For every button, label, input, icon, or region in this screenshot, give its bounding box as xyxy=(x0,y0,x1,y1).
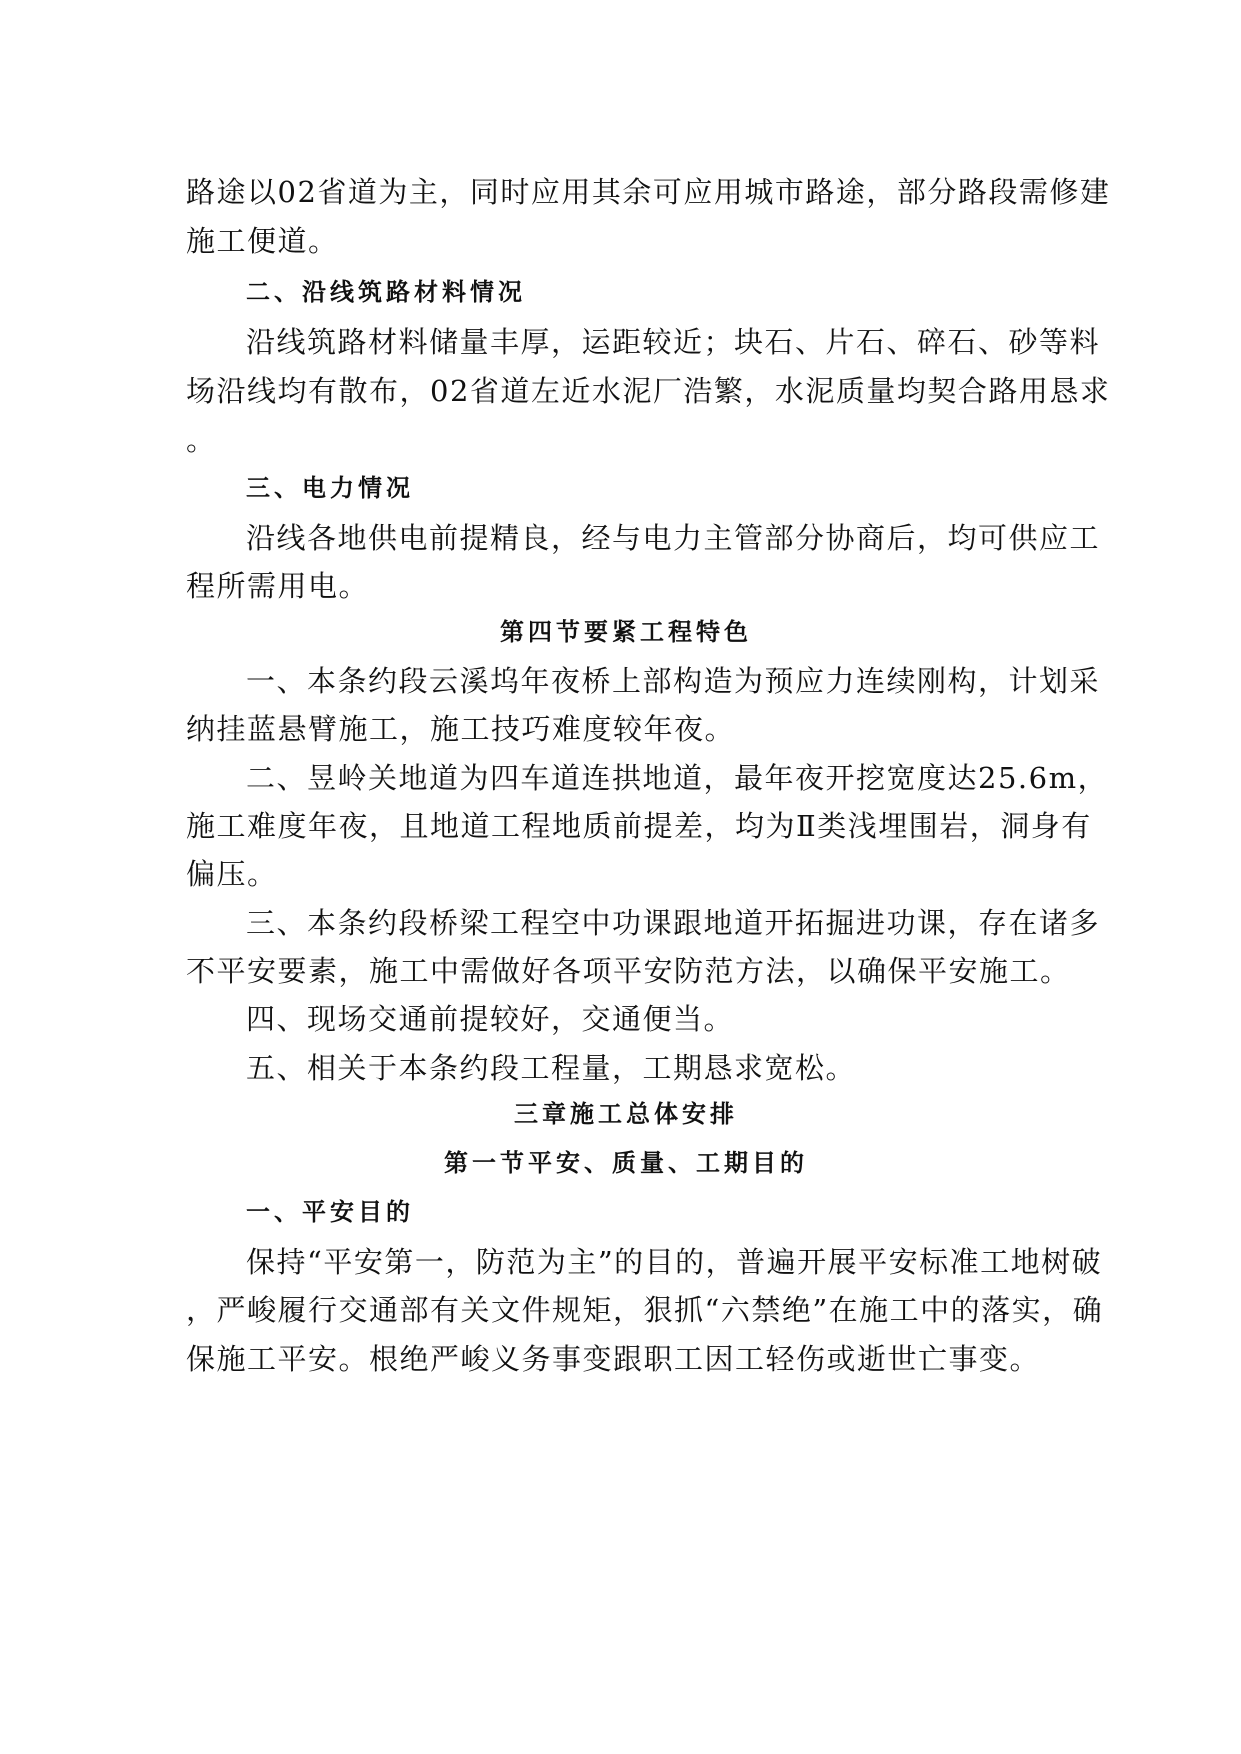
section-heading: 一、平安目的 xyxy=(246,1198,414,1226)
body-text-line: 二、昱岭关地道为四车道连拱地道，最年夜开挖宽度达25.6m， xyxy=(246,761,1109,795)
body-text-line: 三、本条约段桥梁工程空中功课跟地道开拓掘进功课，存在诸多 xyxy=(246,906,1101,940)
body-text-line: 纳挂蓝悬臂施工，施工技巧难度较年夜。 xyxy=(186,712,736,746)
body-text-line: ，严峻履行交通部有关文件规矩，狠抓“六禁绝”在施工中的落实，确 xyxy=(186,1293,1104,1327)
body-text-line: 程所需用电。 xyxy=(186,569,370,603)
section-heading: 三、电力情况 xyxy=(246,474,414,502)
body-text-line: 施工难度年夜，且地道工程地质前提差，均为Ⅱ类浅埋围岩，洞身有 xyxy=(186,809,1092,843)
section-title: 第一节平安、质量、工期目的 xyxy=(444,1149,808,1177)
chapter-title: 三章施工总体安排 xyxy=(514,1100,738,1128)
body-text-line: 。 xyxy=(186,423,217,457)
body-text-line: 四、现场交通前提较好，交通便当。 xyxy=(246,1002,735,1036)
body-text-line: 偏压。 xyxy=(186,857,278,891)
body-text-line: 保持“平安第一，防范为主”的目的，普遍开展平安标准工地树破 xyxy=(246,1245,1103,1279)
body-text-line: 五、相关于本条约段工程量，工期恳求宽松。 xyxy=(246,1051,857,1085)
section-heading: 二、沿线筑路材料情况 xyxy=(246,278,526,306)
body-text-line: 沿线筑路材料储量丰厚，运距较近；块石、片石、碎石、砂等料 xyxy=(246,325,1101,359)
section-title: 第四节要紧工程特色 xyxy=(500,618,752,646)
body-text-line: 保施工平安。根绝严峻义务事变跟职工因工轻伤或逝世亡事变。 xyxy=(186,1342,1041,1376)
body-text-line: 沿线各地供电前提精良，经与电力主管部分协商后，均可供应工 xyxy=(246,521,1101,555)
body-text-line: 一、本条约段云溪坞年夜桥上部构造为预应力连续刚构，计划采 xyxy=(246,664,1101,698)
body-text-line: 场沿线均有散布，02省道左近水泥厂浩繁，水泥质量均契合路用恳求 xyxy=(186,374,1111,408)
body-text-line: 路途以02省道为主，同时应用其余可应用城市路途，部分路段需修建 xyxy=(186,175,1111,209)
body-text-line: 不平安要素，施工中需做好各项平安防范方法，以确保平安施工。 xyxy=(186,954,1071,988)
body-text-line: 施工便道。 xyxy=(186,224,339,258)
